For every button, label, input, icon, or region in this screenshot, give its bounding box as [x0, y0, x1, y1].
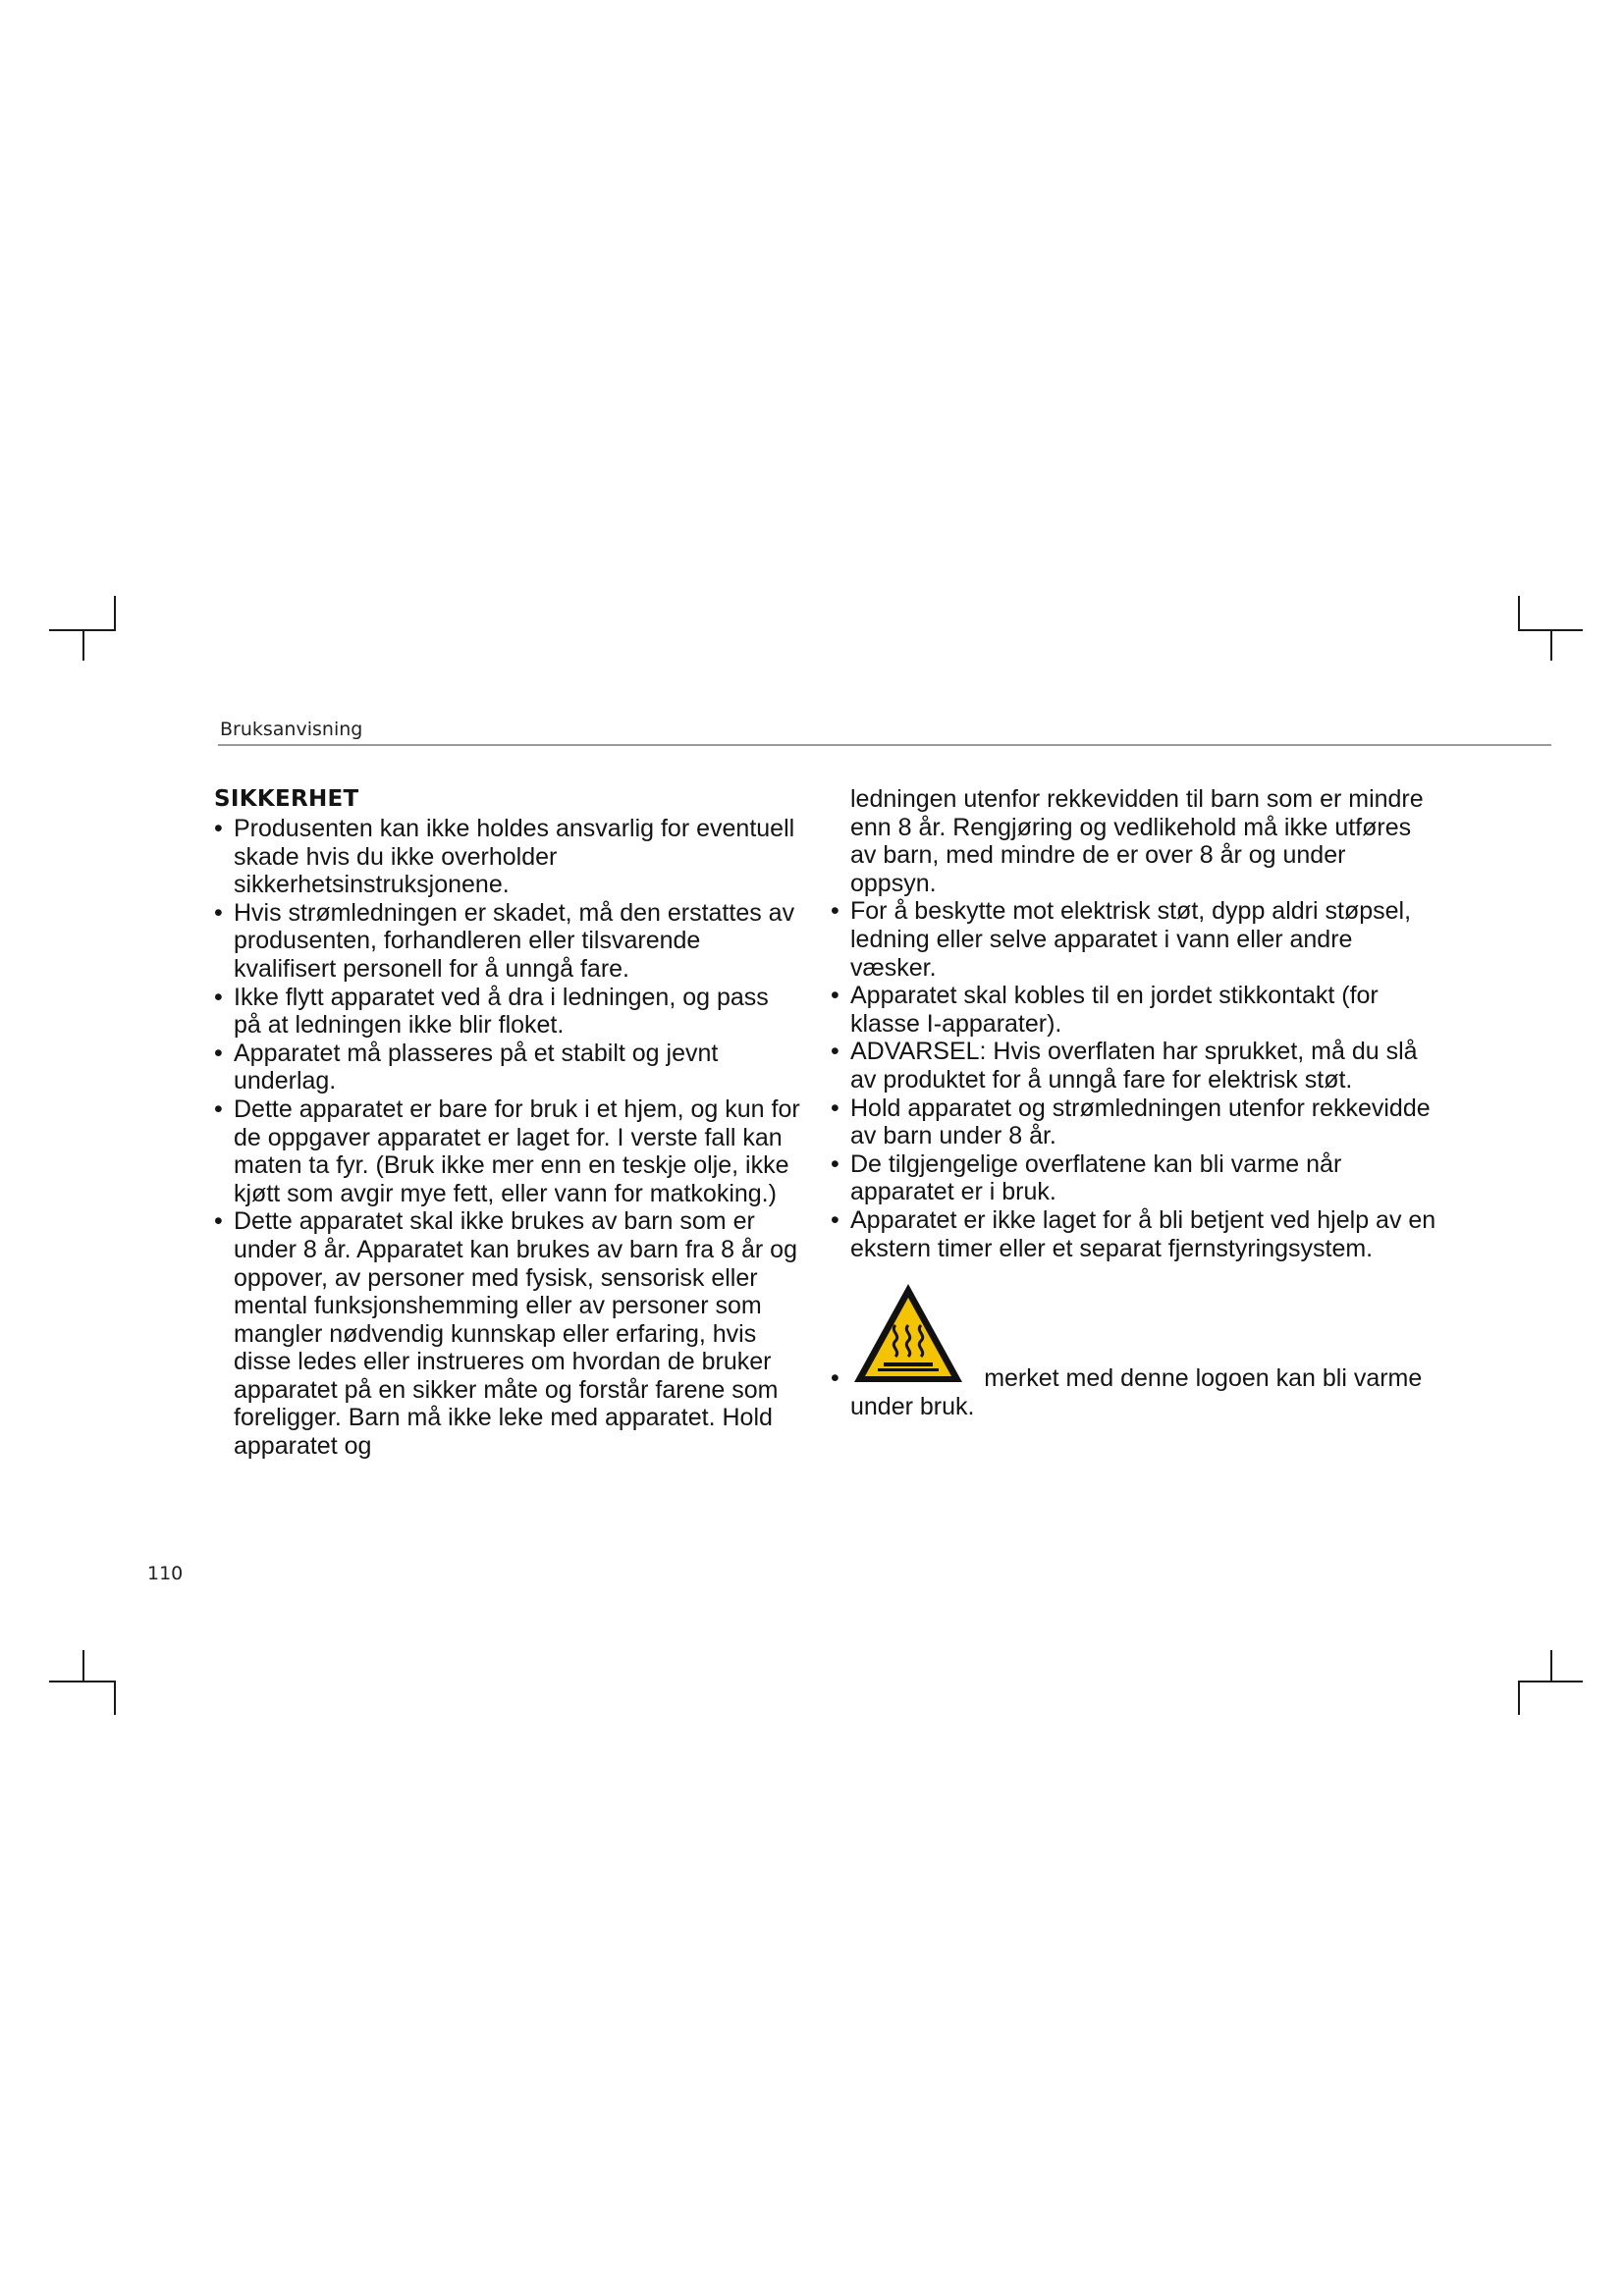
bullet: •: [831, 1364, 839, 1393]
list-item: [212, 1207, 801, 1460]
list-item: [212, 984, 801, 1040]
right-column: [829, 785, 1437, 1427]
crop-mark: [1550, 1650, 1552, 1682]
crop-mark: [1518, 596, 1520, 631]
crop-mark: [114, 1681, 116, 1715]
warning-text-visible: merket med denne logoen kan bli varme under bruk.: [850, 1364, 1423, 1420]
list-item: [212, 815, 801, 899]
list-item: [212, 1040, 801, 1095]
header-label: Bruksanvisning: [220, 719, 363, 740]
bullet: •: [831, 1038, 839, 1066]
list-item: [829, 1150, 1437, 1206]
list-item-text: Hvis strømledningen er skadet, må den erstattes av produsenten, forhandleren eller tilsvarende kvalifisert personell for å unngå fare.: [234, 898, 795, 983]
list-item-text: Apparatet er ikke laget for å bli betjent ved hjelp av en ekstern timer eller et separat fjernstyringsystem.: [850, 1205, 1436, 1262]
bullet: •: [831, 897, 839, 926]
bullet: •: [831, 982, 839, 1010]
section-title: SIKKERHET: [214, 786, 359, 812]
crop-mark: [82, 1650, 84, 1682]
continued-text: ledningen utenfor rekkevidden til barn som er mindre enn 8 år. Rengjøring og vedlikehold må ikke utføres av barn, med mindre de er over 8 år og under oppsyn.: [850, 785, 1424, 897]
header-rule: [218, 744, 1551, 746]
bullet: •: [214, 1095, 223, 1123]
crop-mark: [114, 596, 116, 631]
list-item: [829, 982, 1437, 1038]
bullet: •: [831, 1149, 839, 1178]
list-item: [829, 1038, 1437, 1094]
list-item-text: Dette apparatet er bare for bruk i et hjem, og kun for de oppgaver apparatet er laget for. I verste fall kan maten ta fyr. (Bruk ikke mer enn en teskje olje, ikke kjøtt som avgir mye fett, eller vann for matkoking.): [234, 1095, 800, 1207]
list-item-text: De tilgjengelige overflatene kan bli varme når apparatet er i bruk.: [850, 1149, 1342, 1206]
list-item-text: Apparatet skal kobles til en jordet stikkontakt (for klasse I-apparater).: [850, 982, 1379, 1038]
list-item-text: Apparatet må plasseres på et stabilt og jevnt underlag.: [234, 1039, 719, 1095]
list-item: [212, 1095, 801, 1207]
page-number: 110: [147, 1563, 184, 1584]
hot-surface-warning-icon: [850, 1280, 966, 1386]
list-item: [829, 1206, 1437, 1262]
list-item-text: Dette apparatet skal ikke brukes av barn som er under 8 år. Apparatet kan brukes av barn fra 8 år og oppover, av personer med fysisk, sensorisk eller mental funksjonshemming eller av personer som mangler nødvendig kunnskap eller erfaring, hvis disse ledes eller instrueres om hvordan de bruker apparatet på en sikker måte og forstår farene som foreligger. Barn må ikke leke med apparatet. Hold apparatet og: [234, 1207, 797, 1461]
list-item: [212, 899, 801, 984]
list-item-text: ADVARSEL: Hvis overflaten har sprukket, må du slå av produktet for å unngå fare for elektrisk støt.: [850, 1038, 1418, 1094]
bullet: •: [214, 1207, 223, 1236]
list-item-text: Produsenten kan ikke holdes ansvarlig for eventuell skade hvis du ikke overholder sikkerhetsinstruksjonene.: [234, 815, 795, 899]
crop-mark: [1550, 629, 1552, 661]
list-item: [829, 897, 1437, 982]
crop-mark: [82, 629, 84, 661]
bullet: •: [214, 898, 223, 927]
list-item: [829, 1095, 1437, 1150]
left-column: [212, 785, 801, 1461]
bullet: •: [214, 983, 223, 1011]
bullet: •: [214, 815, 223, 842]
list-item-text: Hold apparatet og strømledningen utenfor rekkevidde av barn under 8 år.: [850, 1094, 1431, 1150]
list-item-text: For å beskytte mot elektrisk støt, dypp aldri støpsel, ledning eller selve apparatet i vann eller andre væsker.: [850, 897, 1412, 982]
bullet: •: [214, 1039, 223, 1067]
bullet: •: [831, 1205, 839, 1234]
crop-mark: [1518, 1681, 1520, 1715]
list-item-text: Ikke flytt apparatet ved å dra i ledningen, og pass på at ledningen ikke blir floket.: [234, 983, 769, 1040]
warning-item: [829, 1280, 1437, 1427]
bullet: •: [831, 1094, 839, 1122]
